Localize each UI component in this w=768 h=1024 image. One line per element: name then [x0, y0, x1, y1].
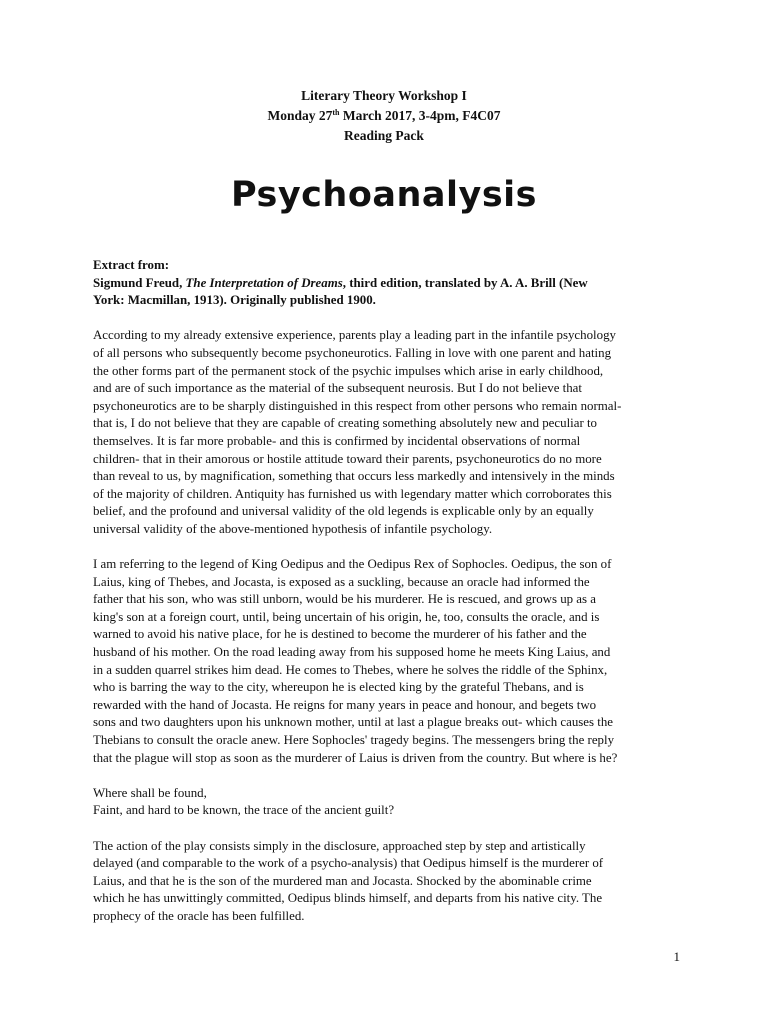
text-line: psychoneurotics are to be sharply distinguished in this respect from other persons who remain normal-	[93, 398, 622, 413]
text-line: I am referring to the legend of King Oedipus and the Oedipus Rex of Sophocles. Oedipus, the son of	[93, 557, 612, 572]
citation-work: The Interpretation of Dreams	[185, 275, 343, 290]
page-title: Psychoanalysis	[230, 175, 538, 215]
citation-publisher: York: Macmillan, 1913). Originally published 1900.	[93, 293, 376, 308]
citation-author: Sigmund Freud,	[93, 275, 186, 290]
text-line: in a sudden quarrel strikes him dead. He comes to Thebes, where he solves the riddle of the Sphinx,	[93, 662, 608, 677]
text-line: belief, and the profound and universal validity of the old legends is explicable only by an equally	[93, 504, 594, 519]
pack-label: Reading Pack	[344, 128, 424, 143]
text-line: children- that in their amorous or hostile attitude toward their parents, psychoneurotics do no more	[93, 451, 602, 466]
text-line: Where shall be found,	[93, 785, 207, 800]
text-line: themselves. It is far more probable- and this is confirmed by incidental observations of normal	[93, 433, 581, 448]
text-line: the other forms part of the permanent stock of the psychic impulses which arise in early childhood,	[93, 363, 604, 378]
source-citation	[93, 257, 683, 310]
paragraph	[93, 838, 683, 926]
text-line: delayed (and comparable to the work of a psycho-analysis) that Oedipus himself is the murderer of	[93, 856, 604, 871]
date-text: Monday 27	[267, 108, 333, 123]
text-line: of the majority of children. Antiquity has furnished us with legendary matter which corroborates this	[93, 486, 612, 501]
paragraph	[93, 556, 683, 767]
text-line: Laius, king of Thebes, and Jocasta, is exposed as a suckling, because an oracle had informed the	[93, 574, 590, 589]
paragraph	[93, 785, 683, 820]
text-line: rewarded with the hand of Jocasta. He reigns for many years in peace and honour, and begets two	[93, 697, 597, 712]
course-title: Literary Theory Workshop I	[301, 88, 467, 103]
page-number: 1	[673, 949, 680, 964]
citation-line	[93, 275, 683, 293]
text-line: husband of his mother. On the road leading away from his supposed home he meets King Laius, and	[93, 645, 611, 660]
text-line: Thebians to consult the oracle anew. Here Sophocles' tragedy begins. The messengers bring the reply	[93, 733, 615, 748]
extract-label: Extract from:	[93, 258, 169, 272]
text-line: The action of the play consists simply in the disclosure, approached step by step and artistically	[93, 838, 586, 853]
text-line: father that his son, who was still unborn, would be his murderer. He is rescued, and grows up as a	[93, 592, 596, 607]
text-line: sons and two daughters upon his unknown mother, until at last a plague breaks out- which causes the	[93, 715, 614, 730]
date-ordinal: th	[332, 108, 340, 117]
session-date	[0, 106, 768, 126]
text-line: According to my already extensive experience, parents play a leading part in the infantile psychology	[93, 328, 616, 343]
text-line: of all persons who subsequently become psychoneurotics. Falling in love with one parent and hating	[93, 345, 612, 360]
text-line: that the plague will stop as soon as the murderer of Laius is driven from the country. But where is he?	[93, 750, 618, 765]
citation-details: , third edition, translated by A. A. Brill (New	[342, 275, 588, 290]
text-line: universal validity of the above-mentioned hypothesis of infantile psychology.	[93, 521, 493, 536]
text-line: which he has unwittingly committed, Oedipus blinds himself, and departs from his native city. The	[93, 891, 603, 906]
text-line: that is, I do not believe that they are capable of creating something absolutely new and peculiar to	[93, 416, 597, 431]
text-line: and are of such importance as the material of the subsequent neurosis. But I do not believe that	[93, 381, 582, 396]
text-line: Faint, and hard to be known, the trace of the ancient guilt?	[93, 803, 395, 818]
document-header	[0, 86, 768, 146]
text-line: warned to avoid his native place, for he is destined to become the murderer of his father and the	[93, 627, 587, 642]
time-location: March 2017, 3-4pm, F4C07	[339, 108, 501, 123]
paragraphs	[93, 327, 683, 925]
text-line: Laius, and that he is the son of the murdered man and Jocasta. Shocked by the abominable crime	[93, 873, 592, 888]
paragraph	[93, 327, 683, 538]
text-line: than reveal to us, by magnification, something that occurs less markedly and intensively in the minds	[93, 469, 615, 484]
text-line: who is barring the way to the city, whereupon he is elected king by the grateful Thebans, and is	[93, 680, 584, 695]
text-line: king's son at a foreign court, until, being uncertain of his origin, he, too, consults the oracle, and is	[93, 609, 600, 624]
document-body	[93, 257, 683, 926]
text-line: prophecy of the oracle has been fulfilled.	[93, 908, 305, 923]
